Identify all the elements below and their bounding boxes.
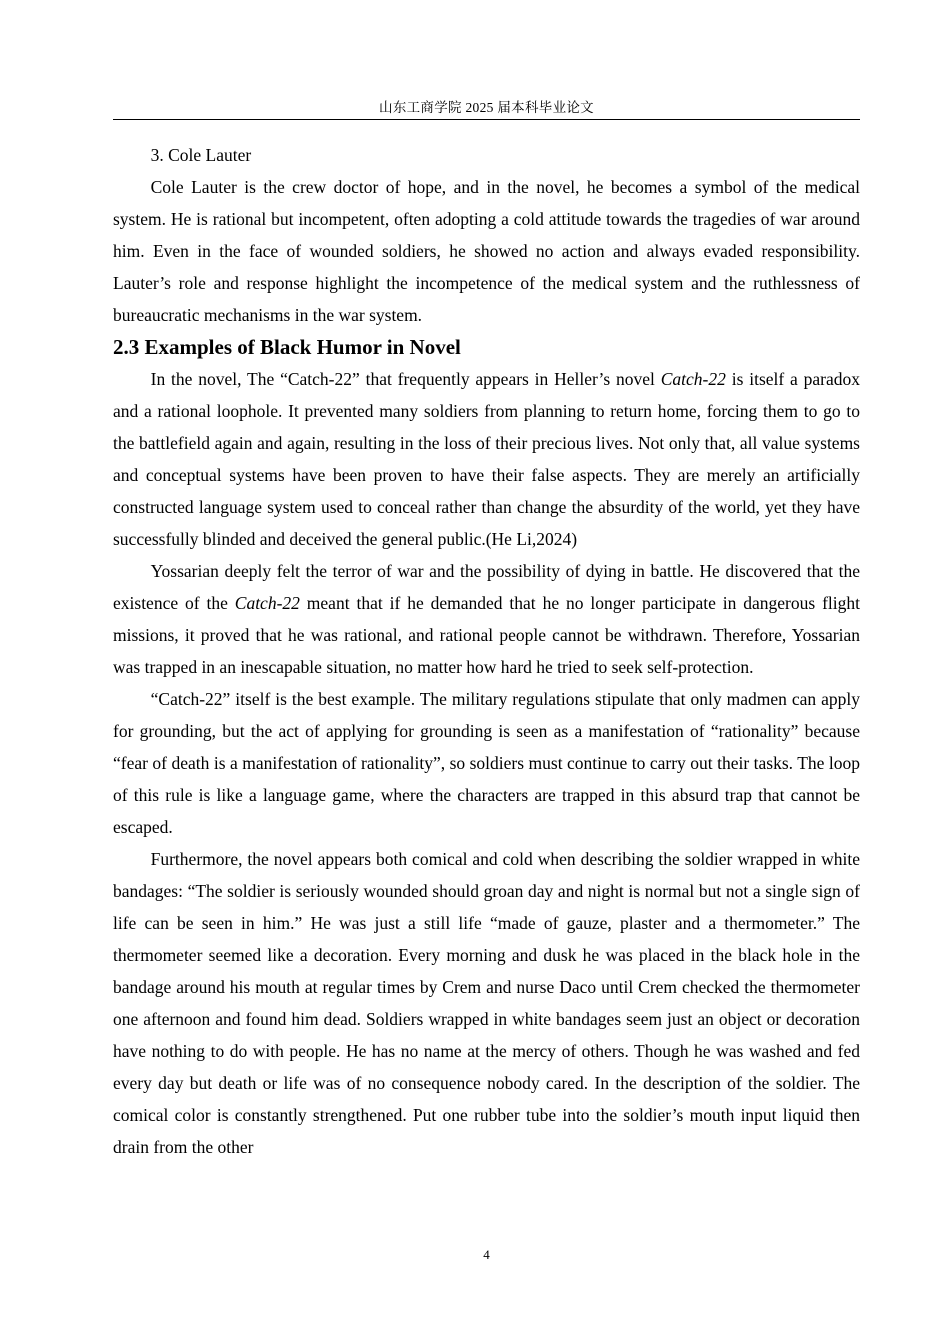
section-heading: 2.3 Examples of Black Humor in Novel (113, 335, 461, 359)
italic-title: Catch-22 (660, 369, 726, 389)
paragraph-best-example: “Catch-22” itself is the best example. The military regulations stipulate that only madmen can apply for grounding, but the act of applying for grounding is seen as a manifestation of “rationality” because “fear of death is a manifestation of rationality”, so soldiers must continue to carry out their tasks. The loop of this rule is like a language game, where the characters are trapped in this absurd trap that cannot be escaped. (113, 689, 860, 837)
list-item-heading: 3. Cole Lauter (150, 145, 252, 165)
text-run: is itself a paradox and a rational loophole. It prevented many soldiers from planning to return home, forcing them to go to the battlefield again and again, resulting in the loss of their precious lives. Not only that, all value systems and conceptual systems have been proven to have their false aspects. They are merely an artificially constructed language system used to conceal rather than change the absurdity of the world, yet they have successfully blinded and deceived the general public.(He Li,2024) (113, 369, 861, 549)
paragraph-lauter: Cole Lauter is the crew doctor of hope, and in the novel, he becomes a symbol of the medical system. He is rational but incompetent, often adopting a cold attitude towards the tragedies of war around him. Even in the face of wounded soldiers, he showed no action and always evaded responsibility. Lauter’s role and response highlight the incompetence of the medical system and the ruthlessness of bureaucratic mechanisms in the war system. (113, 177, 860, 325)
running-header: 山东工商学院 2025 届本科毕业论文 (379, 100, 594, 115)
text-run: Yossarian deeply felt the terror of war and the possibility of dying in battle. He discovered that the existence of the (113, 561, 860, 613)
italic-title: Catch-22 (234, 593, 300, 613)
paragraph-yossarian (113, 555, 860, 683)
page-content (113, 139, 860, 1163)
header-rule (113, 119, 860, 120)
text-run: meant that if he demanded that he no longer participate in dangerous flight missions, it proved that he was rational, and rational people cannot be withdrawn. Therefore, Yossarian was trapped in an inescapable situation, no matter how hard he tried to seek self-protection. (113, 593, 860, 677)
paragraph-catch22-paradox (113, 363, 860, 555)
text-run: In the novel, The “Catch-22” that frequently appears in Heller’s novel (150, 369, 661, 389)
page-number: 4 (483, 1247, 490, 1262)
paragraph-soldier-in-white: Furthermore, the novel appears both comical and cold when describing the soldier wrapped in white bandages: “The soldier is seriously wounded should groan day and night is normal but not a single sign of life can be seen in him.” He was just a still life “made of gauze, plaster and a thermometer.” The thermometer seemed like a decoration. Every morning and dusk he was placed in the black hole in the bandage around his mouth at regular times by Crem and nurse Daco until Crem checked the thermometer one afternoon and found him dead. Soldiers wrapped in white bandages seem just an object or decoration have nothing to do with people. He has no name at the mercy of others. Though he was washed and fed every day but death or life was of no consequence nobody cared. In the description of the soldier. The comical color is constantly strengthened. Put one rubber tube into the soldier’s mouth input liquid then drain from the other (113, 849, 860, 1157)
